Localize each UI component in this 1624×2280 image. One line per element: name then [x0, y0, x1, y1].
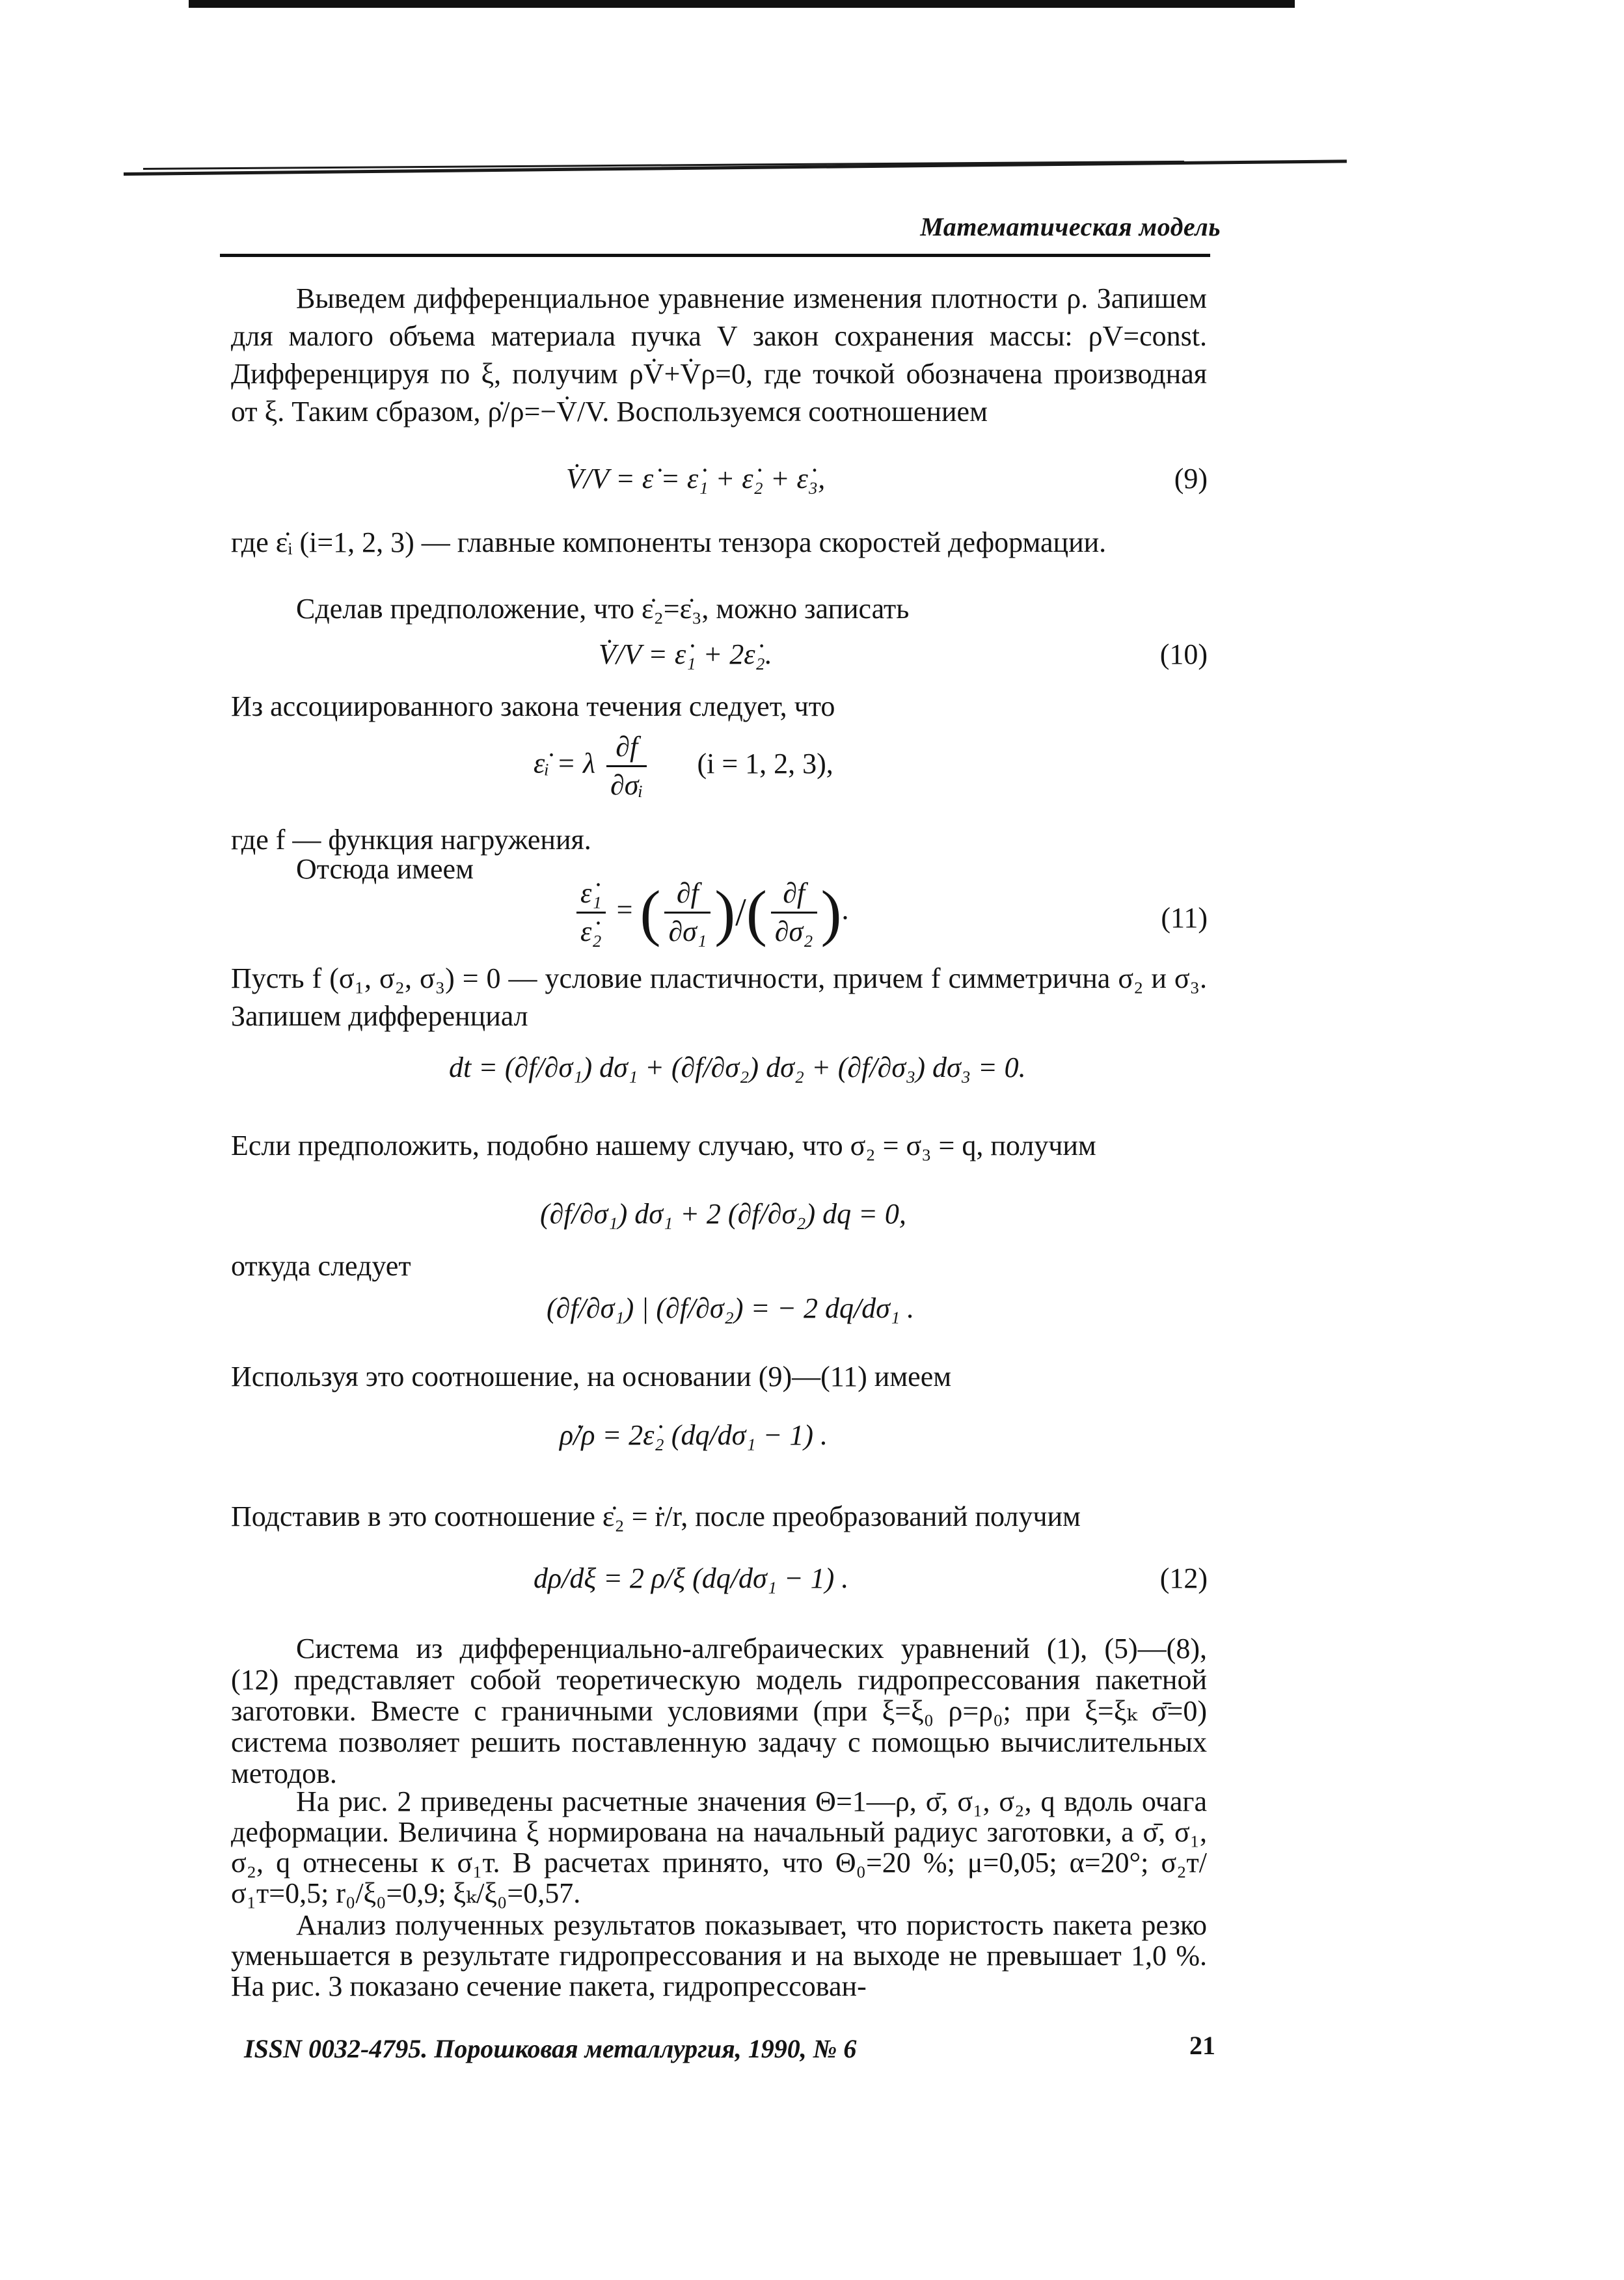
running-title: Математическая модель — [920, 212, 1221, 241]
equation-rho: ρ̇/ρ = 2ε̇₂ (dq/dσ₁ − 1) . — [560, 1419, 828, 1451]
paragraph: где ε̇ᵢ (i=1, 2, 3) — главные компоненты тензора скоростей деформации. — [231, 526, 1107, 558]
header-rule — [220, 254, 1210, 257]
paragraph: На рис. 2 приведены расчетные значения Θ=1—ρ, σ̄, σ₁, σ₂, q вдоль очага деформации. Величина ξ нормирована на начальный радиус заготовки, а σ̄, σ₁, σ₂, q отнесены к σ₁т. В расчетах принято, что Θ₀=20 %; μ=0,05; α=20°; σ₂т/σ₁т=0,5; r₀/ξ₀=0,9; ξₖ/ξ₀=0,57. — [231, 1785, 1207, 1909]
equation-number: (12) — [1159, 1562, 1208, 1594]
fraction — [606, 729, 647, 804]
scan-artifact-top — [189, 0, 1295, 8]
paragraph: откуда следует — [231, 1250, 411, 1282]
paragraph: Из ассоциированного закона течения следует, что — [231, 690, 835, 722]
equation-differential: dt = (∂f/∂σ₁) dσ₁ + (∂f/∂σ₂) dσ₂ + (∂f/∂σ₃) dσ₃ = 0. — [449, 1052, 1026, 1083]
equation-dq: (∂f/∂σ₁) dσ₁ + 2 (∂f/∂σ₂) dq = 0, — [540, 1198, 906, 1230]
page-number: 21 — [1189, 2031, 1215, 2060]
paragraph: Отсюда имеем — [296, 853, 474, 885]
equation-10: V̇/V = ε̇₁ + 2ε̇₂. — [599, 638, 772, 670]
equation-ratio: (∂f/∂σ₁) | (∂f/∂σ₂) = − 2 dq/dσ₁ . — [547, 1292, 915, 1324]
paragraph: Анализ полученных результатов показывает, что пористость пакета резко уменьшается в результате гидропрессования и на выходе не превышает 1,0 %. На рис. 3 показано сечение пакета, гидропрессован- — [231, 1909, 1207, 2002]
fraction — [576, 875, 606, 950]
numerator: ∂f — [664, 875, 710, 914]
eq-condition: (i = 1, 2, 3), — [697, 747, 833, 780]
equation-number: (11) — [1161, 902, 1208, 934]
equation-number: (10) — [1159, 638, 1208, 670]
paragraph: Выведем дифференциальное уравнение изменения плотности ρ. Запишем для малого объема материала пучка V закон сохранения массы: ρV=const. Дифференцируя по ξ, получим ρV̇+V̇ρ=0, где точкой обозначена производная от ξ. Таким сбразом, ρ̇/ρ=−V̇/V. Воспользуемся соотношением — [231, 282, 1207, 428]
paragraph: Используя это соотношение, на основании (9)—(11) имеем — [231, 1361, 952, 1392]
denominator: ε̇₂ — [580, 916, 602, 947]
equation-number: (9) — [1174, 463, 1208, 495]
numerator: ∂f — [606, 729, 647, 767]
fraction — [664, 875, 710, 950]
denominator: ∂σᵢ — [610, 769, 643, 801]
fraction — [771, 875, 817, 950]
equation-flow-rule — [534, 729, 833, 804]
paragraph: Пусть f (σ₁, σ₂, σ₃) = 0 — условие пластичности, причем f симметрична σ₂ и σ₃. Запишем дифференциал — [231, 962, 1207, 1032]
eq-lhs: ε̇ᵢ = λ — [534, 747, 596, 780]
numerator: ε̇₁ — [576, 875, 606, 914]
journal-footer: ISSN 0032-4795. Порошковая металлургия, 1990, № 6 — [244, 2034, 857, 2063]
equation-11: $\frac{\text{ε̇₁}}{\text{ε̇₂}}$ = ( $\frac{\partial f}{\text{∂σ₁}}$ )/( $\frac{\partial f}{\text{∂σ₂}}$ ). — [573, 875, 849, 950]
numerator: ∂f — [771, 875, 817, 914]
paragraph: Если предположить, подобно нашему случаю, что σ₂ = σ₃ = q, получим — [231, 1130, 1096, 1161]
paragraph: Система из дифференциально-алгебраических уравнений (1), (5)—(8), (12) представляет собой теоретическую модель гидропрессования пакетной заготовки. Вместе с граничными условиями (при ξ=ξ₀ ρ=ρ₀; при ξ=ξₖ σ̄=0) система позволяет решить поставленную задачу с помощью вычислительных методов. — [231, 1633, 1207, 1789]
denominator: ∂σ₂ — [774, 916, 813, 947]
paragraph: где f — функция нагружения. — [231, 824, 591, 856]
equation-9: V̇/V = ε̇ = ε̇₁ + ε̇₂ + ε̇₃, — [566, 463, 826, 495]
equation-12: dρ/dξ = 2 ρ/ξ (dq/dσ₁ − 1) . — [534, 1562, 849, 1594]
denominator: ∂σ₁ — [668, 916, 707, 947]
paragraph: Сделав предположение, что ε̇₂=ε̇₃, можно записать — [296, 593, 910, 625]
paragraph: Подставив в это соотношение ε̇₂ = ṙ/r, после преобразований получим — [231, 1500, 1081, 1532]
